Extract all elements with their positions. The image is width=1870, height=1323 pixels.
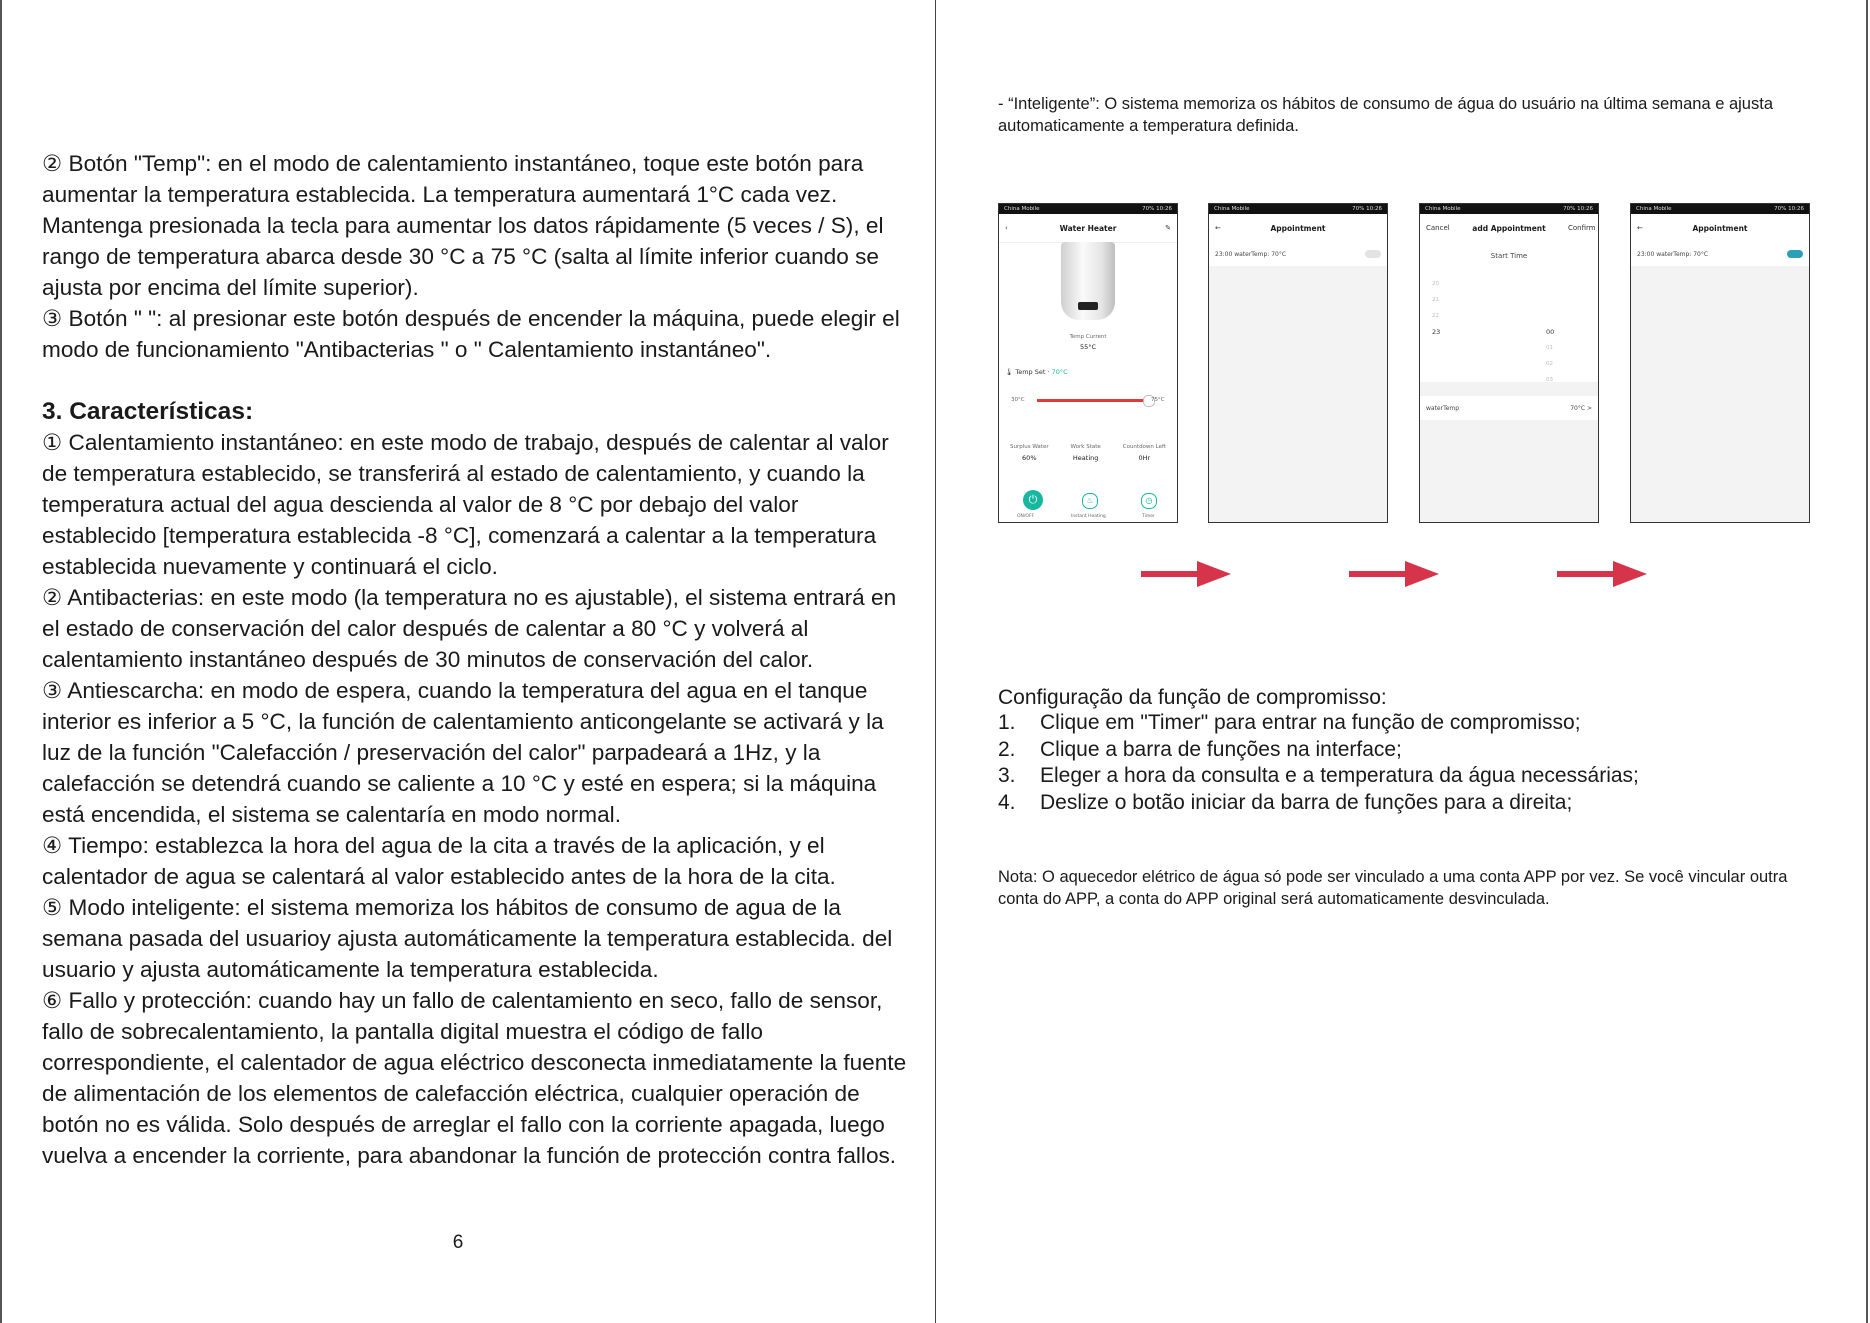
app-title-bar: [999, 214, 1177, 243]
minute-wheel[interactable]: 00 01 02 03: [1546, 328, 1555, 383]
appointment-row[interactable]: 23:00 waterTemp: 70°C: [1209, 242, 1387, 266]
thermometer-icon: 🌡: [1005, 368, 1014, 376]
app-title-bar: [1209, 214, 1387, 243]
back-icon[interactable]: ‹: [1005, 224, 1008, 232]
screen-title: Water Heater: [1059, 223, 1117, 233]
status-bar: China Mobile 70% 10:26: [1631, 204, 1809, 214]
config-steps-list: [998, 710, 1758, 816]
list-area: [1631, 242, 1809, 522]
phone-screenshot-appointment-enabled: [1630, 203, 1810, 523]
confirm-button[interactable]: Confirm: [1568, 224, 1596, 232]
temp-slider[interactable]: [1037, 399, 1147, 402]
phone-screenshot-appointment: [1208, 203, 1388, 523]
section-heading: 3. Características:: [42, 398, 254, 425]
power-icon[interactable]: ⏻: [1023, 490, 1043, 510]
config-step: 3. Eleger a hora da consulta e a temperatura da água necessárias;: [998, 764, 1639, 787]
feature-item: ② Antibacterias: en este modo (la temperatura no es ajustable), el sistema entrará en el estado de conservación del calor después de calentar a 80 °C y volverá al calentamiento instantáneo después de 30 minutos de conservación del calor.: [42, 585, 897, 672]
app-title-bar: [1631, 214, 1809, 243]
start-time-label: Start Time: [1490, 252, 1528, 260]
status-bar: China Mobile 70% 10:26: [1209, 204, 1387, 214]
form-area: [1420, 242, 1598, 522]
instant-heating-icon[interactable]: ♨: [1082, 493, 1098, 509]
time-picker[interactable]: [1420, 242, 1598, 382]
temp-current-label: Temp Current: [1069, 334, 1107, 340]
appointment-toggle[interactable]: [1365, 250, 1381, 258]
right-arrow-icon: [1557, 559, 1647, 589]
config-step: 4. Deslize o botão iniciar da barra de funções para a direita;: [998, 790, 1573, 814]
left-page-text: [42, 148, 907, 1171]
feature-item: ① Calentamiento instantáneo: en este modo de trabajo, después de calentar al valor de temperatura establecido, se transferirá al estado de calentamiento, y cuando la temperatura actual del agua descienda al valor de 8 °C por debajo del valor establecido [temperatura establecida -8 °C], comenzará a calentar a la temperatura establecida nuevamente y continuará el ciclo.: [42, 430, 889, 579]
temp-current-value: 55°C: [1079, 343, 1097, 351]
instant-heating-label: Instant Heating: [1071, 514, 1106, 519]
appointment-row[interactable]: 23:00 waterTemp: 70°C: [1631, 242, 1809, 266]
config-step: 2. Clique a barra de funções na interface;: [998, 737, 1402, 761]
hour-wheel[interactable]: 20 21 22 23: [1432, 281, 1441, 336]
status-bar: China Mobile 70% 10:26: [1420, 204, 1598, 214]
screen-title: add Appointment: [1472, 223, 1546, 233]
feature-item: ④ Tiempo: establezca la hora del agua de la cita a través de la aplicación, y el calentador de agua se calentará al valor establecido antes de la hora de la cita.: [42, 833, 836, 889]
page-border-left: [0, 0, 2, 1323]
temp-set-row: 🌡 Temp Set · 70°C: [1005, 368, 1068, 376]
cancel-button[interactable]: Cancel: [1426, 224, 1450, 232]
phone-screenshot-add-appointment: [1419, 203, 1599, 523]
back-arrow-icon[interactable]: ←: [1637, 224, 1643, 232]
note-paragraph: Nota: O aquecedor elétrico de água só pode ser vinculado a uma conta APP por vez. Se você vincular outra conta do APP, a conta do APP original será automaticamente desvinculada.: [998, 868, 1788, 908]
slider-max-label: 75°C: [1151, 397, 1165, 403]
intro-paragraph: - “Inteligente”: O sistema memoriza os hábitos de consumo de água do usuário na última semana e ajusta automaticamente a temperatura definida.: [998, 95, 1773, 135]
config-heading: Configuração da função de compromisso:: [998, 686, 1387, 709]
right-arrow-icon: [1349, 559, 1439, 589]
spacer: [42, 365, 907, 396]
slider-min-label: 30°C: [1011, 397, 1025, 403]
timer-icon[interactable]: ◷: [1141, 493, 1157, 509]
config-step: 1. Clique em "Timer" para entrar na função de compromisso;: [998, 711, 1581, 734]
water-heater-image: [1061, 242, 1115, 320]
heater-display: [1078, 302, 1098, 310]
page-divider: [935, 0, 936, 1323]
feature-item: ⑥ Fallo y protección: cuando hay un fallo de calentamiento en seco, fallo de sensor, fallo de sobrecalentamiento, la pantalla digital muestra el código de fallo correspondiente, el calentador de agua eléctrico desconecta inmediatamente la fuente de alimentación de los elementos de calefacción eléctrica, cualquier operación de botón no es válida. Solo después de arreglar el fallo con la corriente apagada, luego vuelva a encender la corriente, para abandonar la función de protección contra fallos.: [42, 988, 907, 1168]
feature-item: ⑤ Modo inteligente: el sistema memoriza los hábitos de consumo de agua de la semana pasada del usuarioy ajusta automáticamente la temperatura establecida. del usuario y ajusta automáticamente la temperatura establecida.: [42, 895, 893, 982]
app-title-bar: [1420, 214, 1598, 243]
screen-title: Appointment: [1692, 223, 1748, 233]
appointment-toggle-on[interactable]: [1787, 250, 1803, 258]
page-number: 6: [452, 1232, 464, 1253]
power-label: ON/OFF: [1017, 514, 1035, 519]
back-arrow-icon[interactable]: ←: [1215, 224, 1221, 232]
page-border-right: [1866, 0, 1868, 1323]
status-bar: China Mobile 70% 10:26: [999, 204, 1177, 214]
edit-icon[interactable]: ✎: [1165, 224, 1171, 232]
screen-title: Appointment: [1270, 223, 1326, 233]
paragraph-mode-button: ③ Botón " ": al presionar este botón después de encender la máquina, puede elegir el modo de funcionamiento "Antibacterias " o " Calentamiento instantáneo".: [42, 306, 900, 362]
list-area: [1209, 242, 1387, 522]
status-stats: Surplus Water 60% Work State Heating Countdown Left 0Hr: [1009, 444, 1167, 462]
right-arrow-icon: [1141, 559, 1231, 589]
timer-label: Timer: [1142, 514, 1155, 519]
feature-item: ③ Antiescarcha: en modo de espera, cuando la temperatura del agua en el tanque interior es inferior a 5 °C, la función de calentamiento anticongelante se activará y la luz de la función "Calefacción / preservación del calor" parpadeará a 1Hz, y la calefacción se detendrá cuando se caliente a 10 °C y esté en espera; si la máquina está encendida, el sistema se calentaría en modo normal.: [42, 678, 884, 827]
phone-screenshot-water-heater: [998, 203, 1178, 523]
paragraph-temp-button: ② Botón "Temp": en el modo de calentamiento instantáneo, toque este botón para aumentar la temperatura establecida. La temperatura aumentará 1°C cada vez. Mantenga presionada la tecla para aumentar los datos rápidamente (5 veces / S), el rango de temperatura abarca desde 30 °C a 75 °C (salta al límite inferior cuando se ajusta por encima del límite superior).: [42, 151, 884, 300]
water-temp-row[interactable]: waterTemp 70°C >: [1420, 396, 1598, 420]
